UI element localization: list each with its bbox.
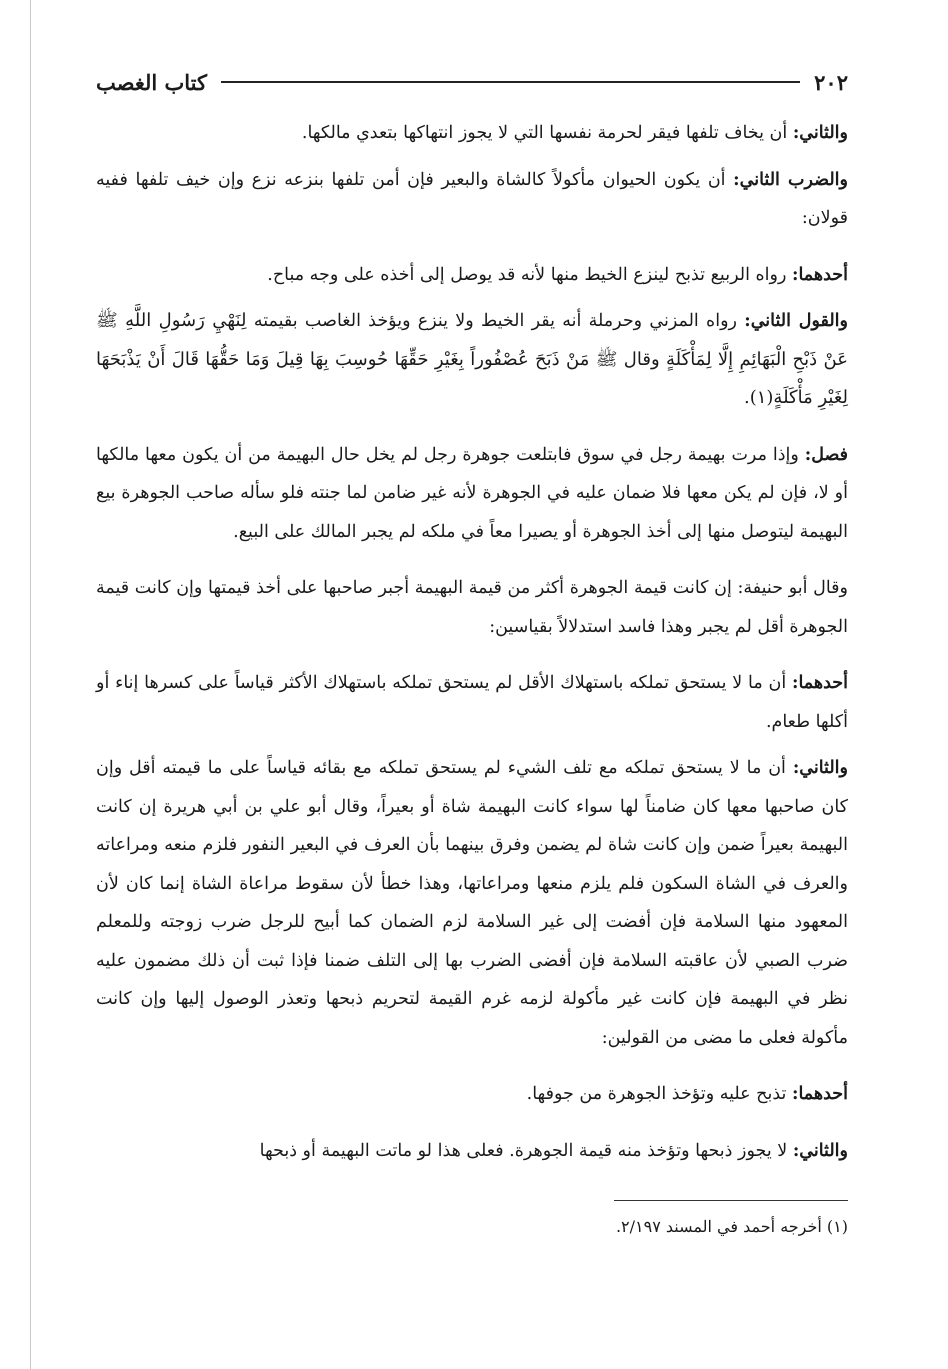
footnote-rule: [614, 1200, 848, 1201]
paragraph-lead: والضرب الثاني:: [733, 169, 848, 190]
paragraph-lead: والقول الثاني:: [744, 311, 848, 331]
paragraph-lead: أحدهما:: [791, 1084, 848, 1104]
paragraph-text: رواه المزني وحرملة أنه يقر الخيط ولا ينزع ويؤخذ الغاصب بقيمته: [253, 311, 745, 331]
paragraph-text: أن يخاف تلفها فيقر لحرمة نفسها التي لا يجوز انتهاكها بتعدي مالكها.: [301, 123, 793, 143]
paragraph-lead: والثاني:: [792, 758, 848, 778]
paragraph-text: تذبح عليه وتؤخذ الجوهرة من جوفها.: [526, 1084, 792, 1104]
paragraph-text: أن يكون الحيوان مأكولاً كالشاة والبعير فإن أمن تلفها بنزعه نزع وإن خيف تلفها ففيه قولان:: [96, 169, 848, 228]
paragraph-text: لا يجوز ذبحها وتؤخذ منه قيمة الجوهرة. فعلى هذا لو ماتت البهيمة أو ذبحها: [259, 1140, 793, 1161]
paragraph-lead: فصل:: [804, 444, 848, 465]
paragraph-lead: والثاني:: [792, 1140, 848, 1161]
header-rule: [221, 81, 800, 83]
paragraph: [96, 436, 848, 552]
paragraph: [96, 302, 848, 418]
paragraph: [96, 256, 848, 295]
paragraph: [96, 664, 848, 741]
paragraph-text: أن ما لا يستحق تملكه باستهلاك الأقل لم يستحق تملكه باستهلاك الأكثر قياساً على كسرها إناء أو أكلها طعام.: [96, 673, 848, 732]
footnote: (١) أخرجه أحمد في المسند ٢/١٩٧.: [615, 1217, 848, 1236]
paragraph: [96, 569, 848, 646]
paragraph-lead: والثاني:: [792, 123, 848, 143]
paragraph-lead: أحدهما:: [791, 264, 848, 285]
page-body: [96, 114, 848, 1170]
page-number: ٢٠٢: [814, 69, 848, 95]
page-header: [96, 62, 848, 102]
book-title: كتاب الغصب: [96, 69, 208, 95]
book-page: [96, 62, 848, 1239]
paragraph-text: رواه الربيع تذبح لينزع الخيط منها لأنه قد يوصل إلى أخذه على وجه مباح.: [267, 264, 792, 285]
paragraph: [96, 114, 848, 153]
paragraph: [96, 161, 848, 238]
paragraph-lead: أحدهما:: [791, 673, 848, 693]
paragraph: [96, 749, 848, 1057]
paragraph: [96, 1132, 848, 1171]
paragraph-text: أن ما لا يستحق تملكه مع تلف الشيء لم يستحق تملكه مع بقائه قياساً على ما قيمته أقل وإن كان صاحبها معها كان ضامناً لها سواء كانت البهيمة شاة أو بعيراً، وقال أبو علي بن أبي هريرة إن كانت البهيمة بعيراً ضمن وإن كانت شاة لم يضمن وفرق بينهما بأن العرف في البعير النفور فلزم منعه ومراعاته والعرف في الشاة السكون فلم يلزم منعها ومراعاتها، وهذا خطأ لأن سقوط مراعاة الشاة إنما كان لأن المعهود منها السلامة فإن أفضت إلى غير السلامة لزم الضمان كما أبيح للرجل ضرب زوجته وللمعلم ضرب الصبي لأن عاقبته السلامة فإن أفضى الضرب بها إلى التلف ضمنا فإذا ثبت أن ذلك مضمون عليه نظر في البهيمة فإن كانت غير مأكولة لزمه غرم القيمة لتحريم ذبحها وتعذر الوصول إليها وإن كانت مأكولة فعلى ما مضى من القولين:: [96, 758, 848, 1048]
paragraph: [96, 1075, 848, 1114]
scan-edge-line: [30, 0, 31, 1369]
hadith-quote: لِنَهْيِ رَسُولِ اللَّهِ ﷺ عَنْ ذَبْحِ الْبَهَائِمِ إِلَّا لِمَأْكَلَةٍ وقال ﷺ مَنْ ذَبَحَ عُصْفُوراً بِغَيْرِ حَقِّهَا حُوسِبَ بِهَا قِيلَ وَمَا حَقُّهَا قَالَ أَنْ يَذْبَحَهَا لِغَيْرِ مَأْكَلَةٍ(١).: [96, 310, 848, 408]
paragraph-text: وإذا مرت بهيمة رجل في سوق فابتلعت جوهرة رجل لم يخل حال البهيمة من أن يكون معها مالكها أو لا، فإن لم يكن معها فلا ضمان عليه في الجوهرة لأنه غير ضامن لما جنته فلو سأله صاحب الجوهرة بيع البهيمة ليتوصل منها إلى أخذ الجوهرة أو يصيرا معاً في ملكه لم يجبر المالك على البيع.: [96, 444, 848, 542]
paragraph-text: وقال أبو حنيفة: إن كانت قيمة الجوهرة أكثر من قيمة البهيمة أجبر صاحبها على أخذ قيمتها وإن كانت قيمة الجوهرة أقل لم يجبر وهذا فاسد استدلالاً بقياسين:: [96, 578, 848, 637]
